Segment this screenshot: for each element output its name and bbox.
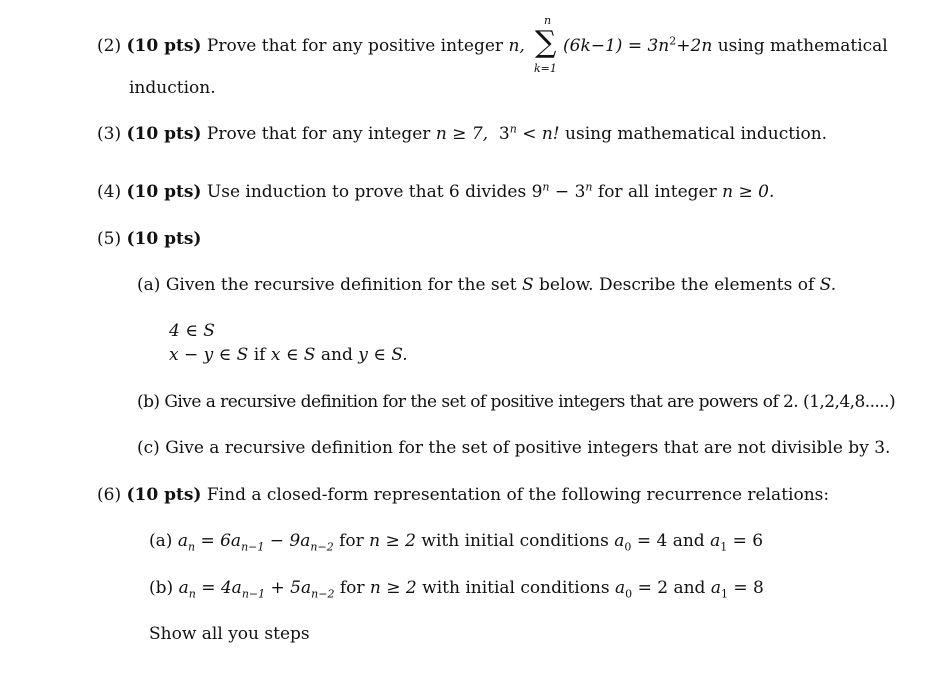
problem-2-expression: $(6k-1) = 3n^2+2n$ using mathematical [563,34,888,56]
problem-2-line2: induction. [129,78,216,98]
problem-6-footer: Show all you steps [149,624,310,644]
problem-2-line1 [97,36,525,56]
problem-6b: (b) $a_n = 4a_{n-1} + 5a_{n-2}$ for n ≥ 2 with initial conditions $a_0 = 2$ and $a_1 = 8$ [149,578,764,601]
problem-2-points: (10 pts) [126,36,202,56]
problem-2-text-after: using mathematical [717,36,888,56]
problem-5b: (b) Give a recursive definition for the set of positive integers that are powers of 2. (1,2,4,8.....) [137,392,896,412]
problem-2-text: Prove that for any positive integer [206,36,504,56]
problem-2-number: (2) [97,36,122,56]
problem-5a: (a) Given the recursive definition for the set S below. Describe the elements of S. [137,275,837,295]
problem-5a-rule1: 4 ∈ S [169,321,215,341]
problem-6a: (a) $a_n = 6a_{n-1} - 9a_{n-2}$ for n ≥ 2 with initial conditions $a_0 = 4$ and $a_1 = 6$ [149,531,764,554]
problem-6-header: (6) (10 pts) Find a closed-form representation of the following recurrence relations: [97,485,830,505]
sum-upper-limit: n [544,14,552,27]
problem-2-var: n, [508,36,525,56]
problem-5c: (c) Give a recursive definition for the set of positive integers that are not divisible by 3. [137,438,891,458]
sigma-icon: ∑ [535,25,557,60]
problem-5a-rule2: x − y ∈ S if x ∈ S and y ∈ S. [169,345,408,365]
sum-lower-limit: k=1 [534,62,557,75]
problem-5-header: (5) (10 pts) [97,229,202,249]
problem-4: (4) (10 pts) Use induction to prove that 6 divides 9$^n$ − 3$^n$ for all integer n ≥ 0. [97,180,775,202]
problem-3: (3) (10 pts) Prove that for any integer n ≥ 7, 3$^n$ < n! using mathematical induction. [97,122,828,144]
